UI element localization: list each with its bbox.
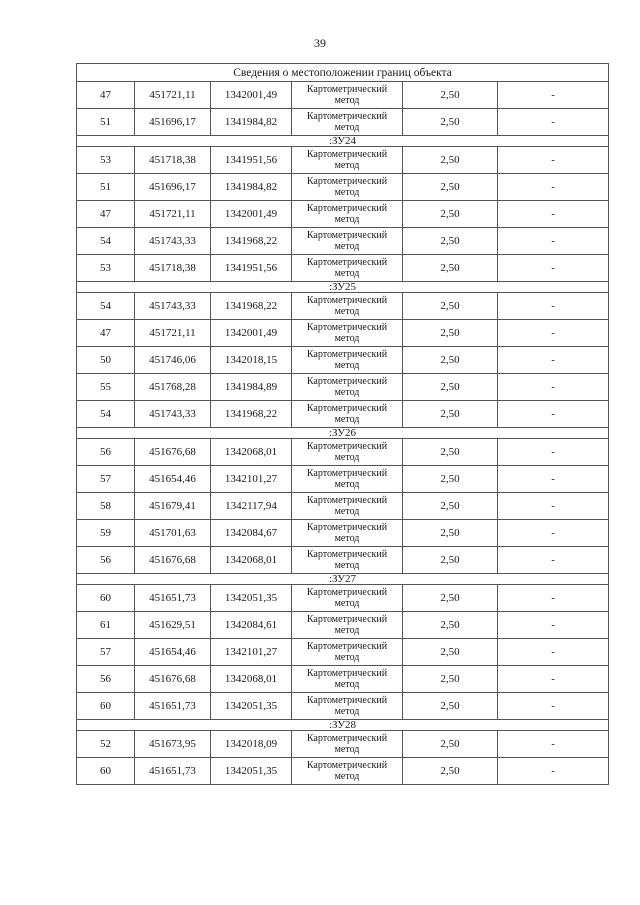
precision-cell: 2,50 bbox=[403, 520, 498, 547]
point-number-cell: 47 bbox=[77, 320, 135, 347]
precision-cell: 2,50 bbox=[403, 147, 498, 174]
x-coordinate-cell: 451743,33 bbox=[135, 228, 211, 255]
precision-cell: 2,50 bbox=[403, 401, 498, 428]
description-cell: - bbox=[498, 666, 609, 693]
precision-cell: 2,50 bbox=[403, 693, 498, 720]
y-coordinate-cell: 1342018,09 bbox=[211, 731, 292, 758]
y-coordinate-cell: 1342001,49 bbox=[211, 82, 292, 109]
method-line-2: метод bbox=[334, 452, 360, 463]
description-cell: - bbox=[498, 520, 609, 547]
y-coordinate-cell: 1341951,56 bbox=[211, 255, 292, 282]
method-line-2: метод bbox=[334, 333, 360, 344]
method-cell bbox=[292, 401, 403, 428]
section-title-row bbox=[77, 720, 609, 731]
method-cell bbox=[292, 639, 403, 666]
method-cell bbox=[292, 82, 403, 109]
description-cell: - bbox=[498, 493, 609, 520]
page-number: 39 bbox=[314, 36, 326, 50]
description-cell: - bbox=[498, 82, 609, 109]
point-number-cell: 56 bbox=[77, 439, 135, 466]
table-row bbox=[77, 666, 609, 693]
precision-cell: 2,50 bbox=[403, 612, 498, 639]
description-cell: - bbox=[498, 585, 609, 612]
x-coordinate-cell: 451696,17 bbox=[135, 109, 211, 136]
description-cell: - bbox=[498, 401, 609, 428]
method-line-2: метод bbox=[334, 387, 360, 398]
section-title-row bbox=[77, 136, 609, 147]
description-cell: - bbox=[498, 293, 609, 320]
x-coordinate-cell: 451676,68 bbox=[135, 439, 211, 466]
table-header-title: Сведения о местоположении границ объекта bbox=[77, 64, 609, 82]
section-title: :ЗУ27 bbox=[77, 574, 609, 585]
precision-cell: 2,50 bbox=[403, 666, 498, 693]
x-coordinate-cell: 451718,38 bbox=[135, 147, 211, 174]
method-cell bbox=[292, 666, 403, 693]
point-number-cell: 52 bbox=[77, 731, 135, 758]
precision-cell: 2,50 bbox=[403, 228, 498, 255]
y-coordinate-cell: 1342068,01 bbox=[211, 439, 292, 466]
table-row bbox=[77, 109, 609, 136]
method-line-1: Картометрический bbox=[306, 587, 388, 598]
method-line-2: метод bbox=[334, 268, 360, 279]
y-coordinate-cell: 1342068,01 bbox=[211, 666, 292, 693]
method-line-1: Картометрический bbox=[306, 349, 388, 360]
table-row bbox=[77, 731, 609, 758]
point-number-cell: 51 bbox=[77, 174, 135, 201]
y-coordinate-cell: 1342051,35 bbox=[211, 758, 292, 785]
point-number-cell: 58 bbox=[77, 493, 135, 520]
x-coordinate-cell: 451721,11 bbox=[135, 320, 211, 347]
method-cell bbox=[292, 201, 403, 228]
method-line-1: Картометрический bbox=[306, 695, 388, 706]
description-cell: - bbox=[498, 639, 609, 666]
description-cell: - bbox=[498, 347, 609, 374]
precision-cell: 2,50 bbox=[403, 174, 498, 201]
x-coordinate-cell: 451721,11 bbox=[135, 82, 211, 109]
x-coordinate-cell: 451654,46 bbox=[135, 639, 211, 666]
method-line-1: Картометрический bbox=[306, 322, 388, 333]
x-coordinate-cell: 451629,51 bbox=[135, 612, 211, 639]
precision-cell: 2,50 bbox=[403, 639, 498, 666]
method-line-1: Картометрический bbox=[306, 733, 388, 744]
table-row bbox=[77, 293, 609, 320]
x-coordinate-cell: 451696,17 bbox=[135, 174, 211, 201]
method-line-1: Картометрический bbox=[306, 549, 388, 560]
x-coordinate-cell: 451654,46 bbox=[135, 466, 211, 493]
y-coordinate-cell: 1342084,61 bbox=[211, 612, 292, 639]
point-number-cell: 57 bbox=[77, 466, 135, 493]
point-number-cell: 54 bbox=[77, 401, 135, 428]
y-coordinate-cell: 1342051,35 bbox=[211, 693, 292, 720]
y-coordinate-cell: 1342051,35 bbox=[211, 585, 292, 612]
method-line-2: метод bbox=[334, 414, 360, 425]
method-line-1: Картометрический bbox=[306, 468, 388, 479]
y-coordinate-cell: 1342018,15 bbox=[211, 347, 292, 374]
method-cell bbox=[292, 731, 403, 758]
precision-cell: 2,50 bbox=[403, 293, 498, 320]
point-number-cell: 47 bbox=[77, 82, 135, 109]
table-row bbox=[77, 374, 609, 401]
precision-cell: 2,50 bbox=[403, 109, 498, 136]
method-line-1: Картометрический bbox=[306, 230, 388, 241]
section-title-row bbox=[77, 574, 609, 585]
table-row bbox=[77, 612, 609, 639]
y-coordinate-cell: 1341968,22 bbox=[211, 401, 292, 428]
method-line-2: метод bbox=[334, 771, 360, 782]
y-coordinate-cell: 1342001,49 bbox=[211, 201, 292, 228]
method-line-2: метод bbox=[334, 560, 360, 571]
point-number-cell: 56 bbox=[77, 666, 135, 693]
method-line-1: Картометрический bbox=[306, 176, 388, 187]
description-cell: - bbox=[498, 147, 609, 174]
section-title: :ЗУ26 bbox=[77, 428, 609, 439]
table-row bbox=[77, 693, 609, 720]
y-coordinate-cell: 1341984,82 bbox=[211, 174, 292, 201]
method-line-2: метод bbox=[334, 533, 360, 544]
description-cell: - bbox=[498, 758, 609, 785]
method-cell bbox=[292, 255, 403, 282]
precision-cell: 2,50 bbox=[403, 439, 498, 466]
precision-cell: 2,50 bbox=[403, 201, 498, 228]
table-row bbox=[77, 201, 609, 228]
section-title: :ЗУ24 bbox=[77, 136, 609, 147]
table-row bbox=[77, 401, 609, 428]
method-cell bbox=[292, 520, 403, 547]
section-title: :ЗУ25 bbox=[77, 282, 609, 293]
y-coordinate-cell: 1341984,89 bbox=[211, 374, 292, 401]
method-line-2: метод bbox=[334, 187, 360, 198]
method-line-1: Картометрический bbox=[306, 522, 388, 533]
point-number-cell: 60 bbox=[77, 693, 135, 720]
x-coordinate-cell: 451673,95 bbox=[135, 731, 211, 758]
table-row bbox=[77, 547, 609, 574]
x-coordinate-cell: 451746,06 bbox=[135, 347, 211, 374]
table-header-row bbox=[77, 64, 609, 82]
method-line-2: метод bbox=[334, 306, 360, 317]
x-coordinate-cell: 451676,68 bbox=[135, 547, 211, 574]
y-coordinate-cell: 1341951,56 bbox=[211, 147, 292, 174]
point-number-cell: 59 bbox=[77, 520, 135, 547]
x-coordinate-cell: 451651,73 bbox=[135, 693, 211, 720]
table-row bbox=[77, 639, 609, 666]
method-line-2: метод bbox=[334, 652, 360, 663]
precision-cell: 2,50 bbox=[403, 255, 498, 282]
method-cell bbox=[292, 547, 403, 574]
precision-cell: 2,50 bbox=[403, 731, 498, 758]
description-cell: - bbox=[498, 255, 609, 282]
method-cell bbox=[292, 320, 403, 347]
table-row bbox=[77, 82, 609, 109]
x-coordinate-cell: 451721,11 bbox=[135, 201, 211, 228]
description-cell: - bbox=[498, 109, 609, 136]
method-line-2: метод bbox=[334, 506, 360, 517]
method-cell bbox=[292, 228, 403, 255]
method-cell bbox=[292, 347, 403, 374]
precision-cell: 2,50 bbox=[403, 320, 498, 347]
method-line-1: Картометрический bbox=[306, 403, 388, 414]
method-cell bbox=[292, 147, 403, 174]
table-row bbox=[77, 758, 609, 785]
description-cell: - bbox=[498, 201, 609, 228]
method-cell bbox=[292, 374, 403, 401]
x-coordinate-cell: 451743,33 bbox=[135, 293, 211, 320]
description-cell: - bbox=[498, 439, 609, 466]
method-cell bbox=[292, 439, 403, 466]
table-row bbox=[77, 493, 609, 520]
method-line-1: Картометрический bbox=[306, 295, 388, 306]
table-row bbox=[77, 439, 609, 466]
method-line-1: Картометрический bbox=[306, 641, 388, 652]
method-line-1: Картометрический bbox=[306, 668, 388, 679]
method-line-2: метод bbox=[334, 479, 360, 490]
table-row bbox=[77, 228, 609, 255]
table-row bbox=[77, 320, 609, 347]
description-cell: - bbox=[498, 174, 609, 201]
method-cell bbox=[292, 585, 403, 612]
point-number-cell: 54 bbox=[77, 293, 135, 320]
method-line-1: Картометрический bbox=[306, 149, 388, 160]
point-number-cell: 50 bbox=[77, 347, 135, 374]
description-cell: - bbox=[498, 731, 609, 758]
description-cell: - bbox=[498, 228, 609, 255]
point-number-cell: 57 bbox=[77, 639, 135, 666]
y-coordinate-cell: 1342101,27 bbox=[211, 639, 292, 666]
method-line-2: метод bbox=[334, 214, 360, 225]
precision-cell: 2,50 bbox=[403, 758, 498, 785]
method-line-2: метод bbox=[334, 241, 360, 252]
y-coordinate-cell: 1341968,22 bbox=[211, 293, 292, 320]
point-number-cell: 61 bbox=[77, 612, 135, 639]
y-coordinate-cell: 1341984,82 bbox=[211, 109, 292, 136]
point-number-cell: 53 bbox=[77, 255, 135, 282]
method-cell bbox=[292, 758, 403, 785]
method-line-1: Картометрический bbox=[306, 111, 388, 122]
description-cell: - bbox=[498, 612, 609, 639]
precision-cell: 2,50 bbox=[403, 347, 498, 374]
method-line-2: метод bbox=[334, 625, 360, 636]
x-coordinate-cell: 451651,73 bbox=[135, 585, 211, 612]
precision-cell: 2,50 bbox=[403, 374, 498, 401]
precision-cell: 2,50 bbox=[403, 466, 498, 493]
table-row bbox=[77, 466, 609, 493]
method-line-1: Картометрический bbox=[306, 203, 388, 214]
method-cell bbox=[292, 693, 403, 720]
y-coordinate-cell: 1342084,67 bbox=[211, 520, 292, 547]
description-cell: - bbox=[498, 374, 609, 401]
method-line-2: метод bbox=[334, 160, 360, 171]
precision-cell: 2,50 bbox=[403, 82, 498, 109]
table-row bbox=[77, 147, 609, 174]
method-cell bbox=[292, 109, 403, 136]
point-number-cell: 55 bbox=[77, 374, 135, 401]
description-cell: - bbox=[498, 693, 609, 720]
x-coordinate-cell: 451718,38 bbox=[135, 255, 211, 282]
method-line-1: Картометрический bbox=[306, 441, 388, 452]
method-line-2: метод bbox=[334, 744, 360, 755]
precision-cell: 2,50 bbox=[403, 493, 498, 520]
y-coordinate-cell: 1342068,01 bbox=[211, 547, 292, 574]
method-line-2: метод bbox=[334, 122, 360, 133]
section-title-row bbox=[77, 428, 609, 439]
x-coordinate-cell: 451701,63 bbox=[135, 520, 211, 547]
method-line-1: Картометрический bbox=[306, 614, 388, 625]
point-number-cell: 51 bbox=[77, 109, 135, 136]
table-row bbox=[77, 174, 609, 201]
y-coordinate-cell: 1342117,94 bbox=[211, 493, 292, 520]
x-coordinate-cell: 451679,41 bbox=[135, 493, 211, 520]
method-line-2: метод bbox=[334, 95, 360, 106]
description-cell: - bbox=[498, 466, 609, 493]
point-number-cell: 54 bbox=[77, 228, 135, 255]
method-line-1: Картометрический bbox=[306, 84, 388, 95]
table-row bbox=[77, 347, 609, 374]
precision-cell: 2,50 bbox=[403, 547, 498, 574]
method-line-2: метод bbox=[334, 360, 360, 371]
table-row bbox=[77, 255, 609, 282]
x-coordinate-cell: 451651,73 bbox=[135, 758, 211, 785]
point-number-cell: 56 bbox=[77, 547, 135, 574]
method-cell bbox=[292, 493, 403, 520]
y-coordinate-cell: 1342101,27 bbox=[211, 466, 292, 493]
point-number-cell: 60 bbox=[77, 585, 135, 612]
point-number-cell: 53 bbox=[77, 147, 135, 174]
section-title-row bbox=[77, 282, 609, 293]
method-cell bbox=[292, 293, 403, 320]
method-cell bbox=[292, 612, 403, 639]
x-coordinate-cell: 451768,28 bbox=[135, 374, 211, 401]
method-line-1: Картометрический bbox=[306, 495, 388, 506]
y-coordinate-cell: 1342001,49 bbox=[211, 320, 292, 347]
precision-cell: 2,50 bbox=[403, 585, 498, 612]
description-cell: - bbox=[498, 320, 609, 347]
method-line-2: метод bbox=[334, 598, 360, 609]
boundary-coordinates-table bbox=[76, 63, 609, 785]
method-line-1: Картометрический bbox=[306, 376, 388, 387]
x-coordinate-cell: 451676,68 bbox=[135, 666, 211, 693]
description-cell: - bbox=[498, 547, 609, 574]
point-number-cell: 60 bbox=[77, 758, 135, 785]
x-coordinate-cell: 451743,33 bbox=[135, 401, 211, 428]
method-line-1: Картометрический bbox=[306, 257, 388, 268]
method-line-2: метод bbox=[334, 706, 360, 717]
table-row bbox=[77, 520, 609, 547]
method-cell bbox=[292, 466, 403, 493]
method-line-2: метод bbox=[334, 679, 360, 690]
table-row bbox=[77, 585, 609, 612]
point-number-cell: 47 bbox=[77, 201, 135, 228]
method-cell bbox=[292, 174, 403, 201]
method-line-1: Картометрический bbox=[306, 760, 388, 771]
y-coordinate-cell: 1341968,22 bbox=[211, 228, 292, 255]
section-title: :ЗУ28 bbox=[77, 720, 609, 731]
